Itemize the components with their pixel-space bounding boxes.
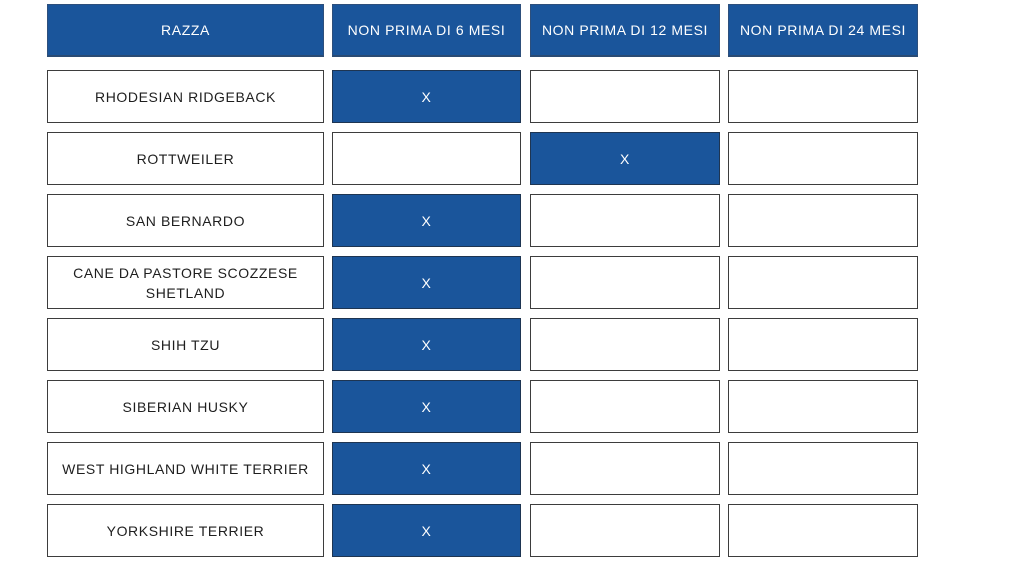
cell-6-mesi: X: [332, 70, 521, 123]
cell-12-mesi: [530, 380, 720, 433]
breed-cell: SIBERIAN HUSKY: [47, 380, 324, 433]
breed-cell: YORKSHIRE TERRIER: [47, 504, 324, 557]
cell-12-mesi: [530, 70, 720, 123]
cell-12-mesi: [530, 194, 720, 247]
breed-cell: CANE DA PASTORE SCOZZESE SHETLAND: [47, 256, 324, 309]
cell-12-mesi: X: [530, 132, 720, 185]
breed-cell: SHIH TZU: [47, 318, 324, 371]
cell-6-mesi: X: [332, 504, 521, 557]
cell-12-mesi: [530, 318, 720, 371]
cell-12-mesi: [530, 256, 720, 309]
cell-12-mesi: [530, 504, 720, 557]
cell-24-mesi: [728, 442, 918, 495]
cell-6-mesi: X: [332, 194, 521, 247]
breed-cell: SAN BERNARDO: [47, 194, 324, 247]
cell-24-mesi: [728, 318, 918, 371]
header-razza: RAZZA: [47, 4, 324, 57]
cell-24-mesi: [728, 132, 918, 185]
cell-6-mesi: [332, 132, 521, 185]
breed-cell: RHODESIAN RIDGEBACK: [47, 70, 324, 123]
cell-24-mesi: [728, 256, 918, 309]
cell-24-mesi: [728, 70, 918, 123]
cell-6-mesi: X: [332, 256, 521, 309]
cell-12-mesi: [530, 442, 720, 495]
cell-6-mesi: X: [332, 380, 521, 433]
header-6-mesi: NON PRIMA DI 6 MESI: [332, 4, 521, 57]
cell-24-mesi: [728, 380, 918, 433]
header-12-mesi: NON PRIMA DI 12 MESI: [530, 4, 720, 57]
cell-6-mesi: X: [332, 318, 521, 371]
cell-6-mesi: X: [332, 442, 521, 495]
cell-24-mesi: [728, 194, 918, 247]
breed-cell: ROTTWEILER: [47, 132, 324, 185]
cell-24-mesi: [728, 504, 918, 557]
header-24-mesi: NON PRIMA DI 24 MESI: [728, 4, 918, 57]
breed-cell: WEST HIGHLAND WHITE TERRIER: [47, 442, 324, 495]
